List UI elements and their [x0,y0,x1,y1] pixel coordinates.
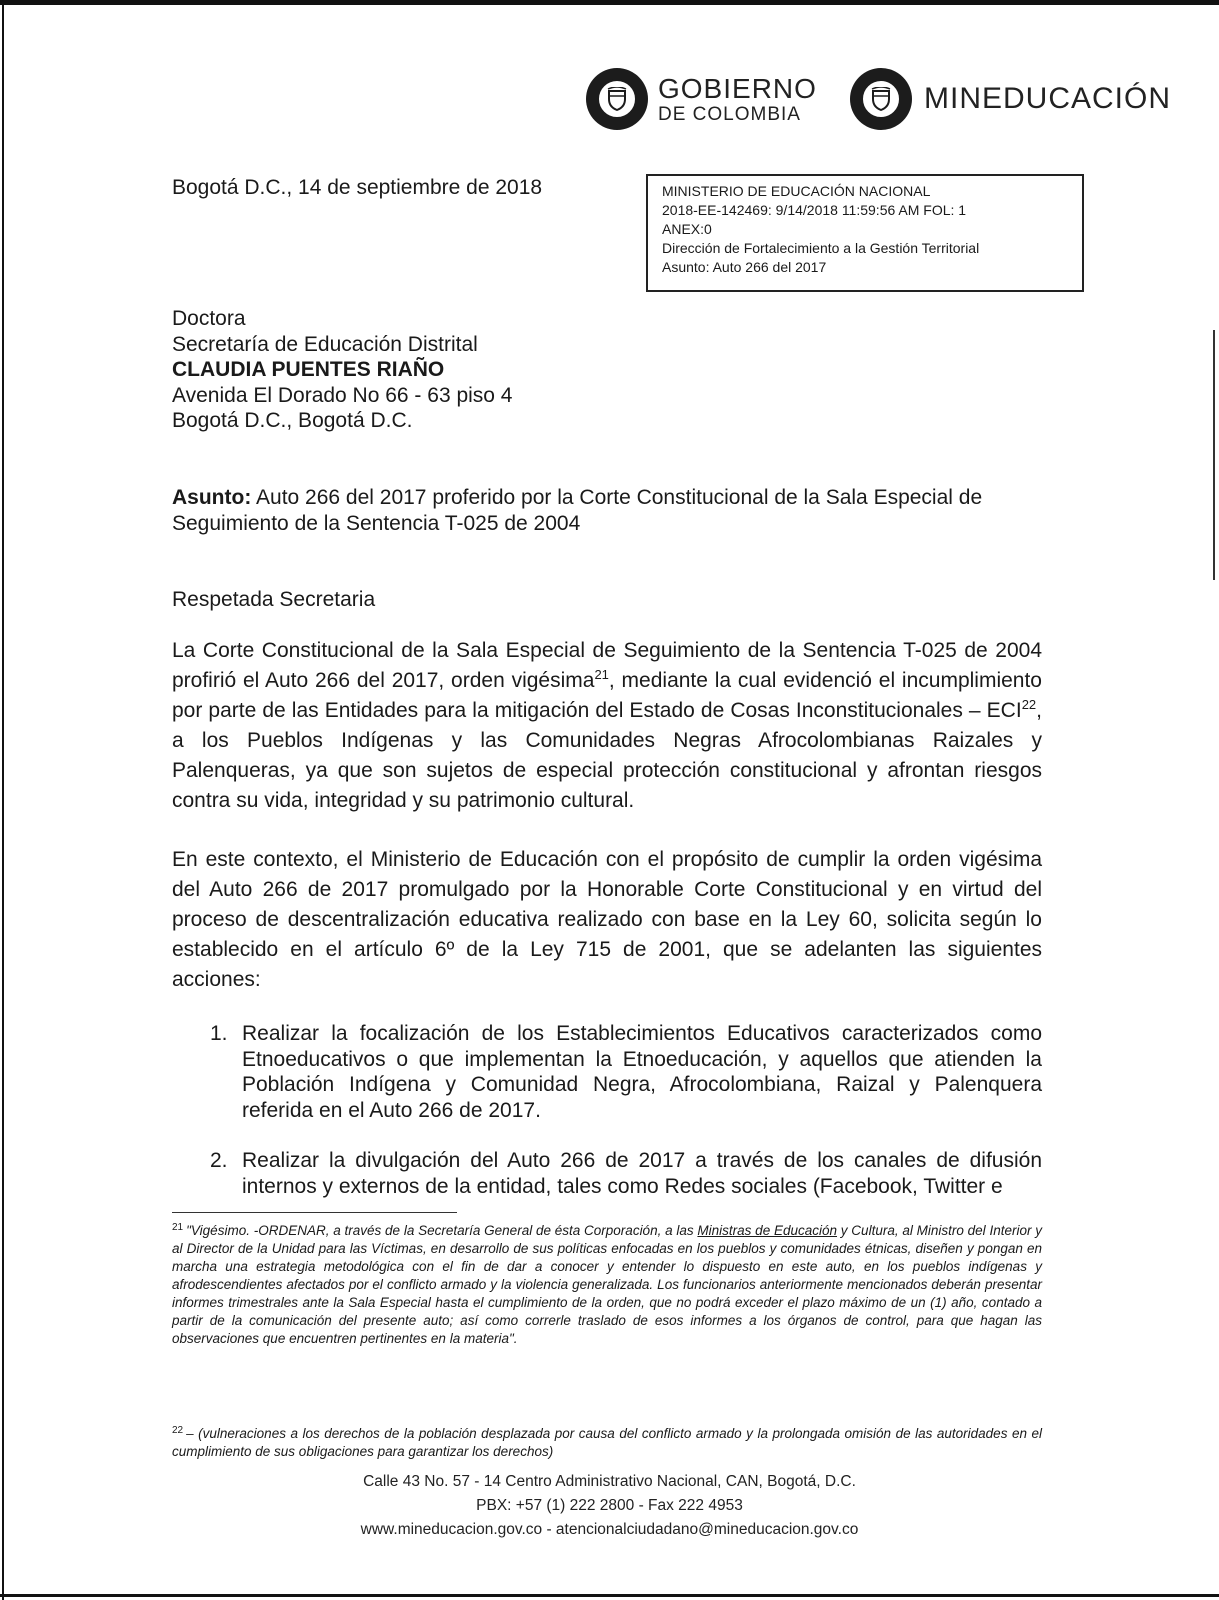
list-item [172,1021,1042,1123]
list-text: Realizar la focalización de los Establecimientos Educativos caracterizados como Etnoeducativos o que implementan la Etnoeducación, y aquellos que atienden la Población Indígena y Comunidad Negra, Afrocolombiana, Raizal y Palenquera referida en el Auto 266 de 2017. [242,1022,1042,1122]
subject-line [172,485,1042,536]
footnote-22 [172,1425,1042,1461]
stamp-line: MINISTERIO DE EDUCACIÓN NACIONAL [662,183,931,199]
stamp-line: 2018-EE-142469: 9/14/2018 11:59:56 AM FOL: 1 [662,202,967,218]
paragraph-text: , mediante la cual evidenció el incumplimiento por parte de las Entidades para la mitigación del Estado de Cosas Inconstitucionales – ECI [172,669,1042,722]
stamp-line: Dirección de Fortalecimiento a la Gestión Territorial [662,240,980,256]
page-border-left [2,0,4,1600]
gobierno-logo [586,68,817,130]
list-number: 2. [210,1149,228,1172]
list-number: 1. [210,1022,228,1045]
footnote-text: "Vigésimo. -ORDENAR, a través de la Secretaría General de ésta Corporación, a las [186,1223,698,1238]
filing-stamp [646,174,1084,292]
body-paragraph-1 [172,636,1042,816]
list-item [172,1148,1042,1199]
footnote-text: – (vulneraciones a los derechos de la población desplazada por causa del conflicto armado y la prolongada omisión de las autoridades en el cumplimiento de sus obligaciones para garantizar los derechos) [172,1426,1042,1459]
footer-address: Calle 43 No. 57 - 14 Centro Administrativo Nacional, CAN, Bogotá, D.C. [363,1473,856,1490]
page-border-bottom [0,1594,1219,1597]
paragraph-text: , a los Pueblos Indígenas y las Comunidades Negras Afrocolombianas Raizales y Palenqueras, ya que son sujetos de especial protección constitucional y afrontan riesgos contra su vida, integridad y su patrimonio cultural. [172,699,1042,812]
addressee-title: Doctora [172,307,246,330]
stamp-line: ANEX:0 [662,221,712,237]
addressee-city: Bogotá D.C., Bogotá D.C. [172,409,413,433]
mineducacion-logo [850,68,1171,130]
stamp-line: Asunto: Auto 266 del 2017 [662,259,827,275]
body-paragraph-2: En este contexto, el Ministerio de Educación con el propósito de cumplir la orden vigésima del Auto 266 de 2017 promulgado por la Honorable Corte Constitucional y en virtud del proceso de descentralización educativa realizado con base en la Ley 60, solicita según lo establecido en el artículo 6º de la Ley 715 de 2001, que se adelanten las siguientes acciones: [172,848,1042,991]
footnote-21 [172,1222,1042,1348]
page-border-top [0,0,1219,5]
footnote-ref-21: 21 [594,667,609,682]
footnote-text: y Cultura, al Ministro del Interior y al Director de la Unidad para las Víctimas, en desarrollo de sus políticas enfocadas en los pueblos y comunidades étnicas, diseñen y pongan en marcha una estrategia metodológica con el fin de dar a conocer y entender lo dispuesto en este auto, en los pueblos indígenas y afrodescendientes afectados por el conflicto armado y la violencia generalizada. Los funcionarios anteriormente mencionados deberán presentar informes trimestrales ante la Sala Especial hasta el cumplimiento de la orden, que no podrá exceder el plazo máximo de un (1) año, contado a partir de la comunicación del presente auto; así como correrle traslado de esos informes a los órganos de control, para que hagan las observaciones que encuentren pertinentes en la materia". [172,1223,1042,1346]
letter-date: Bogotá D.C., 14 de septiembre de 2018 [172,176,543,199]
gov-logo-line2: DE COLOMBIA [658,103,801,125]
addressee-address: Avenida El Dorado No 66 - 63 piso 4 [172,383,513,407]
footnote-ref-22: 22 [1021,697,1037,712]
ministry-seal-icon [850,68,912,130]
footnote-underlined-text: Ministras de Educación [697,1223,838,1238]
ministry-logo-text: MINEDUCACIÓN [924,82,1172,115]
colombia-coat-of-arms-icon [586,68,648,130]
greeting: Respetada Secretaria [172,588,376,611]
subject-label: Asunto: [172,486,252,509]
addressee-block [172,306,513,434]
gov-logo-line1: GOBIERNO [658,72,817,104]
footer-web: www.mineducacion.gov.co - atencionalciudadano@mineducacion.gov.co [360,1521,859,1538]
footnote-number: 22 [172,1424,184,1436]
paragraph-text: La Corte Constitucional de la Sala Especial de Seguimiento de la Sentencia T-025 de 2004 profirió el Auto 266 del 2017, orden vigésima [172,639,1042,692]
subject-text: Auto 266 del 2017 proferido por la Corte Constitucional de la Sala Especial de Seguimiento de la Sentencia T-025 de 2004 [172,486,983,535]
addressee-name: CLAUDIA PUENTES RIAÑO [172,358,445,382]
list-text: Realizar la divulgación del Auto 266 de 2017 a través de los canales de difusión internos y externos de la entidad, tales como Redes sociales (Facebook, Twitter e [242,1149,1042,1198]
footnote-number: 21 [172,1221,184,1233]
footnote-separator [172,1212,457,1213]
scan-edge-mark [1213,330,1215,580]
addressee-position: Secretaría de Educación Distrital [172,332,478,356]
footer-phone: PBX: +57 (1) 222 2800 - Fax 222 4953 [476,1497,743,1514]
